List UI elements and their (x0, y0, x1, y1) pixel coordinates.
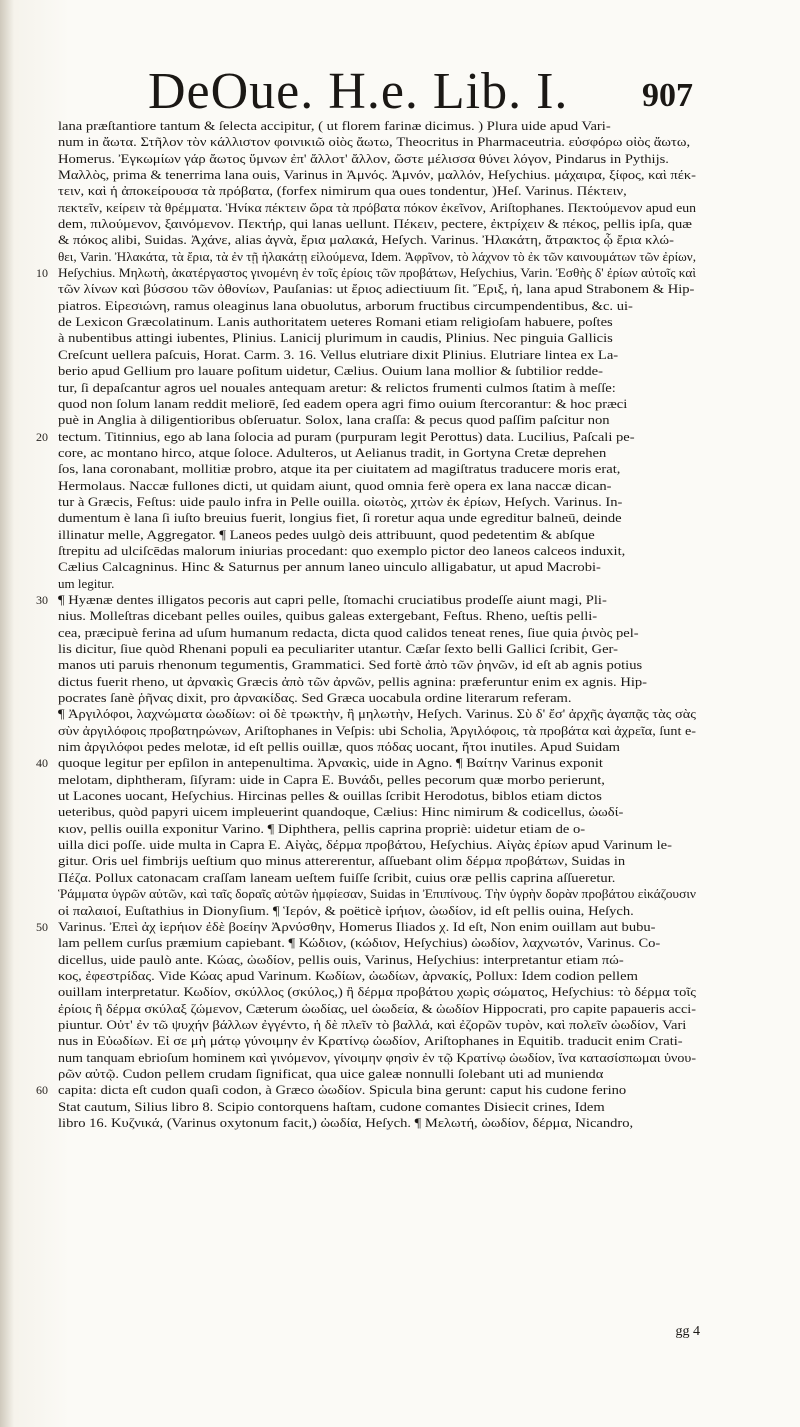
text-line (36, 1066, 696, 1082)
text-line (36, 625, 696, 641)
line-text: Varinus. Ἐπεὶ ἀχ ἱερήιον ἐδὲ βοείην Ἀρνύσθην, Homerus Iliados χ. Id eſt, Non enim ouillam aut bubu- (58, 918, 656, 934)
line-text: Ῥάμματα ὑγρῶν αὐτῶν, καὶ ταῖς δοραῖς αὐτῶν ἠμφίεσαν, Suidas in Ἐπιπίνους. Τὴν ὑγρὴν δορὰν προβάτου εἰκάζουσιν (58, 886, 696, 902)
line-text: tur à Græcis, Feſtus: uide paulo infra in Pelle ouilla. οἰωτὸς, χιτὼν ἐκ ἐρίων, Heſych. Varinus. In- (58, 493, 623, 509)
line-text: berio apud Gellium pro lauare poſitum uidetur, Cælius. Ouium lana mollior & ſubtilior redde- (58, 363, 603, 379)
line-text: πεκτεῖν, κείρειν τὰ θρέμματα. Ἡνίκα πέκτειν ὥρα τὰ πρόβατα πόκον ἐκεῖνον, Ariſtophanes. Πεκτούμενον apud eun (58, 199, 696, 215)
page-number: 907 (642, 77, 693, 114)
line-text: num in ἄωτα. Στῆλον τὸν κάλλιστον φοινικιῶ οἰὸς ἄωτω, Theocritus in Pharmaceutria. εὐσφόρω οἰὸς ἄωτω, (58, 134, 691, 150)
text-line (36, 118, 696, 134)
line-number-marker: 50 (36, 919, 48, 934)
text-line (36, 510, 696, 526)
text-line (36, 674, 696, 690)
line-text: ¶ Hyænæ dentes illigatos pecoris aut capri pelle, ſtomachi cruciatibus prodeſſe aiunt magi, Pli- (58, 591, 607, 607)
text-line (36, 592, 696, 608)
text-line (36, 461, 696, 477)
text-line (36, 1017, 696, 1033)
text-line (36, 821, 696, 837)
text-line (36, 723, 696, 739)
line-text: dem, πιλούμενον, ξαινόμενον. Πεκτήρ, qui lanas uellunt. Πέκειν, pectere, ἐκτρίχειν & πέκος, pellis ipſa, quæ (58, 216, 693, 232)
line-number-marker: 40 (36, 756, 48, 771)
line-text: um legitur. (58, 575, 115, 591)
text-line (36, 1115, 696, 1131)
text-line (36, 134, 696, 150)
text-line (36, 968, 696, 984)
line-number-marker: 30 (36, 592, 48, 607)
line-text: Cælius Calcagninus. Hinc & Saturnus per annum laneo uinculo alligabatur, ut apud Macrobi- (58, 559, 601, 575)
text-line (36, 249, 696, 265)
line-text: ſtrepitu ad ulciſcēdas malorum iniurias procedant: quo exemplo pictor deo laneos calceos induxit, (58, 542, 626, 558)
line-text: num tanquam ebrioſum hominem καὶ γινόμενον, γίνοιμην φησὶν ἐν τῷ Κρατίνῳ ὠωδίον, ἵνα κατασίσπωμαι ὑνου- (58, 1049, 696, 1065)
text-line (36, 1033, 696, 1049)
text-line (36, 1001, 696, 1017)
text-line (36, 739, 696, 755)
line-text: lis dicitur, ſiue quòd Rhenani populi ea peculiariter utantur. Cæſar ſexto belli Gallici ſcribit, Ger- (58, 641, 618, 656)
text-line (36, 870, 696, 886)
line-text: ouillam interpretatur. Κωδίον, σκύλλος (σκύλος,) ἢ δέρμα προβάτου χωρὶς σώματος, Heſychius: τὸ δέρμα τοῖς (58, 984, 696, 1000)
line-text: illinatur melle, Aggregator. ¶ Laneos pedes uulgò deis attribuunt, quod pedetentim & abſque (58, 526, 595, 542)
text-line (36, 347, 696, 363)
text-line (36, 363, 696, 379)
line-text: θει, Varin. Ἠλακάτα, τὰ ἔρια, τὰ ἐν τῇ ἠλακάτῃ εἰλούμενα, Idem. Ἀφρῖνον, τὸ λάχνον τὸ ἐκ τῶν καινουμάτων τῶν ἐρίων, (58, 248, 696, 264)
line-text: ρῶν αὐτῷ. Cudon pellem crudam ſignificat, qua uice galeæ nonnulli ſolebant uti ad muniendα (58, 1065, 604, 1081)
line-text: tur, ſi depaſcantur agros uel nouales antequam aretur: & relictos frumenti culmos ſtatim à meſſe: (58, 379, 616, 395)
line-text: Μαλλὸς, prima & tenerrima lana ouis, Varinus in Ἀμνός. Ἀμνόν, μαλλόν, Heſychius. μάχαιρα, ξίφος, καὶ πέκ- (58, 167, 696, 183)
page-footer (540, 1322, 700, 1342)
line-text: & πόκος alibi, Suidas. Ἀχάνε, alias ἀγνὰ, ἔρια μαλακά, Heſych. Varinus. Ἠλακάτη, ἄτρακτος ᾧ ἔρια κλώ- (58, 232, 674, 248)
text-line (36, 183, 696, 199)
line-text: puè in Anglia à diligentioribus obſeruatur. Solox, lana craſſa: & pecus quod paſſim paſcitur non (58, 412, 610, 428)
line-text: manos uti paruis rhenonum tegumentis, Grammatici. Sed fortè ἀπὸ τῶν ῥηνῶν, id eſt ab agnis potius (58, 657, 643, 673)
text-line (36, 151, 696, 167)
line-text: cea, præcipuè ferina ad uſum humanum redacta, dicta quod calidos teneat renes, ſiue quia ῥινὸς pel- (58, 624, 639, 640)
line-text: à nubentibus attingi iubentes, Plinius. Lanicij plurimum in caudis, Plinius. Nec pinguia Gallicis (58, 330, 613, 346)
page-header (148, 60, 693, 124)
line-text: melotam, diphtheram, ſiſyram: uide in Capra E. Βυνάδι, pelles pecorum quæ morbo perierunt, (58, 771, 605, 787)
line-text: τῶν λίνων καὶ βύσσου τῶν ὀθονίων, Pauſanias: ut ἔριος adiectiuum ſit. Ἔριξ, ἡ, lana apud Strabonem & Hip- (58, 281, 695, 297)
text-line (36, 837, 696, 853)
line-text: ἐρίοις ἢ δέρμα σκύλαξ ζώμενον, Cæterum ὠωδίας, uel ὠωδεία, & ὠωδίον Hippocrati, pro capite papaueris acci- (58, 1000, 696, 1016)
line-text: κιον, pellis ouilla exponitur Varino. ¶ Diphthera, pellis caprina propriè: uidetur etiam de o- (58, 820, 586, 836)
line-text: dicellus, uide paulò ante. Κώας, ὠωδίον, pellis ouis, Varinus, Heſychius: interpretantur etiam πώ- (58, 951, 624, 967)
text-line (36, 886, 696, 902)
text-line (36, 298, 696, 314)
line-text: dictus fuerit rheno, ut ἀρνακὶς Græcis ἀπὸ τῶν ἀρνῶν, pellis agnina: præferuntur enim ex agnis. Hip- (58, 673, 648, 689)
line-text: nius. Molleſtras dicebant pelles ouiles, quibus galeas extergebant, Feſtus. Rheno, ueſtis pelli- (58, 608, 598, 624)
line-text: uilla dici poſſe. uide multa in Capra E. Αἰγὰς, δέρμα προβάτου, Heſychius. Αἰγὰς ἐρίων apud Varinum le- (58, 837, 672, 853)
line-text: nim ἀργιλόφοι pedes melotæ, id eſt pellis ouillæ, quos πόδας uocant, ἤτοι inutiles. Apud Suidam (58, 739, 620, 755)
line-text: quod non ſolum lanam reddit meliorē, ſed eadem opera agri fimo ouium ſtercorantur: & hoc præci (58, 395, 628, 411)
text-line (36, 772, 696, 788)
text-line (36, 608, 696, 624)
text-line (36, 200, 696, 216)
line-text: piatros. Εἰρεσιώνη, ramus oleaginus lana obuolutus, arborum fructibus circumpendentibus, &c. ui- (58, 297, 633, 313)
line-number-marker: 60 (36, 1083, 48, 1098)
line-text: κος, ἐφεστρίδας. Vide Κώας apud Varinum. Κωδίων, ὠωδίων, ἀρνακίς, Pollux: Idem codion pellem (58, 967, 638, 983)
line-text: Creſcunt uellera paſcuis, Horat. Carm. 3. 16. Vellus elutriare dixit Plinius. Elutriare lintea ex La- (58, 346, 619, 362)
line-text: ſos, lana coronabant, mollitiæ probro, atque ita per ciuitatem ad magiſtratus traducere moris erat, (58, 461, 621, 477)
text-line (36, 445, 696, 461)
main-text-column (36, 118, 696, 1131)
line-text: lam pellem curſus præmium capiebant. ¶ Κώδιον, (κώδιον, Heſychius) ὠωδίον, λαχνωτόν, Varinus. Co- (58, 935, 661, 951)
text-line (36, 690, 696, 706)
line-text: οἱ παλαιοί, Euſtathius in Dionyſium. ¶ Ἱερόν, & poëticè ἰρήιον, ὠωδίον, id eſt pellis ouina, Heſych. (58, 902, 634, 918)
line-text: Homerus. Ἐγκωμίων γάρ ἄωτος ὕμνων ἐπ' ἄλλοτ' ἄλλον, ὥστε μέλισσα θύνει λόγον, Pindarus in Pythijs. (58, 150, 669, 166)
signature-mark: gg 4 (675, 1324, 700, 1339)
text-line (36, 412, 696, 428)
binding-shadow (0, 0, 14, 1427)
text-line (36, 330, 696, 346)
text-line (36, 281, 696, 297)
line-text: ¶ Ἀργιλόφοι, λαχνώματα ὠωδίων: οἱ δὲ τρωκτὴν, ἢ μηλωτὴν, Heſych. Varinus. Σὺ δ' ἔσ' ἀρχῆς ἀγαπᾷς τὰς σὰς (58, 706, 696, 722)
line-text: de Lexicon Græcolatinum. Lanis authoritatem ueteres Romani etiam religioſam habuere, poſtes (58, 314, 613, 330)
text-line (36, 265, 696, 281)
text-line (36, 576, 696, 592)
text-line (36, 935, 696, 951)
text-line (36, 1099, 696, 1115)
line-text: Stat cautum, Silius libro 8. Scipio contorquens haſtam, cudone comantes Disiecit crines, Idem (58, 1098, 605, 1114)
text-line (36, 853, 696, 869)
text-line (36, 952, 696, 968)
text-line (36, 984, 696, 1000)
line-text: capita: dicta eſt cudon quaſi codon, à Græco ὠωδίον. Spicula bina gerunt: caput his cudone ferino (58, 1082, 627, 1098)
line-text: quoque legitur per epſilon in antepenultima. Ἀρνακὶς, uide in Agno. ¶ Βαίτην Varinus exponit (58, 755, 603, 771)
line-text: dumentum è lana ſi iuſto breuius fuerit, longius fiet, ſi roretur aqua unde egreditur balneū, deinde (58, 510, 622, 526)
line-text: ueteribus, quòd papyri uicem impleuerint quandoque, Cælius: Hinc nimirum & codicellus, ὠωδί- (58, 804, 624, 820)
line-text: Heſychius. Μηλωτὴ, ἀκατέργαστος γινομένη ἐν τοῖς ἐρίοις τῶν προβάτων, Heſychius, Varin. Ἐσθὴς δ' ἐρίων αὐτοῖς καὶ (58, 265, 696, 281)
line-text: piuntur. Οὐτ' ἐν τῶ ψυχήν βάλλων ἐγγέντο, ἡ δὲ πλεῖν τὸ βαλλά, καὶ ἐζορῶν τυρὸν, καὶ πολεῖν ὠωδίον, Vari (58, 1016, 687, 1032)
text-line (36, 706, 696, 722)
line-text: τειν, καὶ ἡ ἀποκείρουσα τὰ πρόβατα, (forfex nimirum qua oues tondentur, )Heſ. Varinus. Πέκτειν, (58, 183, 627, 199)
text-line (36, 788, 696, 804)
line-text: Πέζα. Pollux catonacam craſſam laneam ueſtem fuiſſe ſcribit, cuius oræ pellis caprina aſſueretur. (58, 869, 616, 885)
text-line (36, 657, 696, 673)
text-line (36, 1082, 696, 1098)
line-text: Hermolaus. Naccæ fullones dicti, ut quidam aiunt, quod omnia ferè opera ex lana naccæ dican- (58, 477, 612, 493)
text-line (36, 314, 696, 330)
line-number-marker: 20 (36, 429, 48, 444)
text-line (36, 527, 696, 543)
line-text: ut Lacones uocant, Heſychius. Hircinas pelles & ouillas ſcribit Herodotus, biblos etiam dictos (58, 788, 602, 804)
text-line (36, 478, 696, 494)
line-number-marker: 10 (36, 266, 48, 281)
line-text: core, ac montano hirco, atque ſoloce. Adulteros, ut Aelianus tradit, in Gortyna Cretæ deprehen (58, 444, 607, 460)
text-line (36, 232, 696, 248)
running-title: DeOue. H.e. Lib. I. (148, 63, 569, 120)
text-line (36, 1050, 696, 1066)
text-line (36, 641, 696, 657)
line-text: σὺν ἀργιλόφοις προβατηρώνων, Ariſtophanes in Veſpis: ubi Scholia, Ἀργιλόφοις, τὰ προβάτα καὶ ἀχρεῖα, ſunt e- (58, 722, 696, 738)
text-line (36, 216, 696, 232)
line-text: pocrates ſanè ῥῆνας dixit, pro ἀρνακίδας. Sed Græca uocabula ordine literarum referam. (58, 690, 572, 706)
text-line (36, 396, 696, 412)
line-text: tectum. Titinnius, ego ab lana ſolocia ad puram (purpuram legit Perottus) data. Lucilius, Paſcali pe- (58, 428, 635, 444)
text-line (36, 167, 696, 183)
text-line (36, 755, 696, 771)
text-line (36, 543, 696, 559)
line-text: gitur. Oris uel fimbrijs ueſtium quo minus attererentur, aſſuebant olim δέρμα προβάτων, Suidas in (58, 853, 626, 869)
line-text: libro 16. Κυζνικά, (Varinus oxytonum facit,) ὠωδία, Heſych. ¶ Μελωτή, ὠωδίον, δέρμα, Nicandro, (58, 1114, 634, 1130)
text-line (36, 380, 696, 396)
line-text: nus in Εὐωδίων. Εἰ σε μὴ μάτῳ γύνοιμην ἐν Κρατίνῳ ὠωδίον, Ariſtophanes in Equitib. traducit enim Crati- (58, 1033, 683, 1049)
text-line (36, 919, 696, 935)
line-text: lana præſtantiore tantum & ſelecta accipitur, ( ut florem farinæ dicimus. ) Plura uide apud Vari- (58, 118, 611, 133)
text-line (36, 429, 696, 445)
text-line (36, 559, 696, 575)
text-line (36, 494, 696, 510)
text-line (36, 804, 696, 820)
text-line (36, 903, 696, 919)
